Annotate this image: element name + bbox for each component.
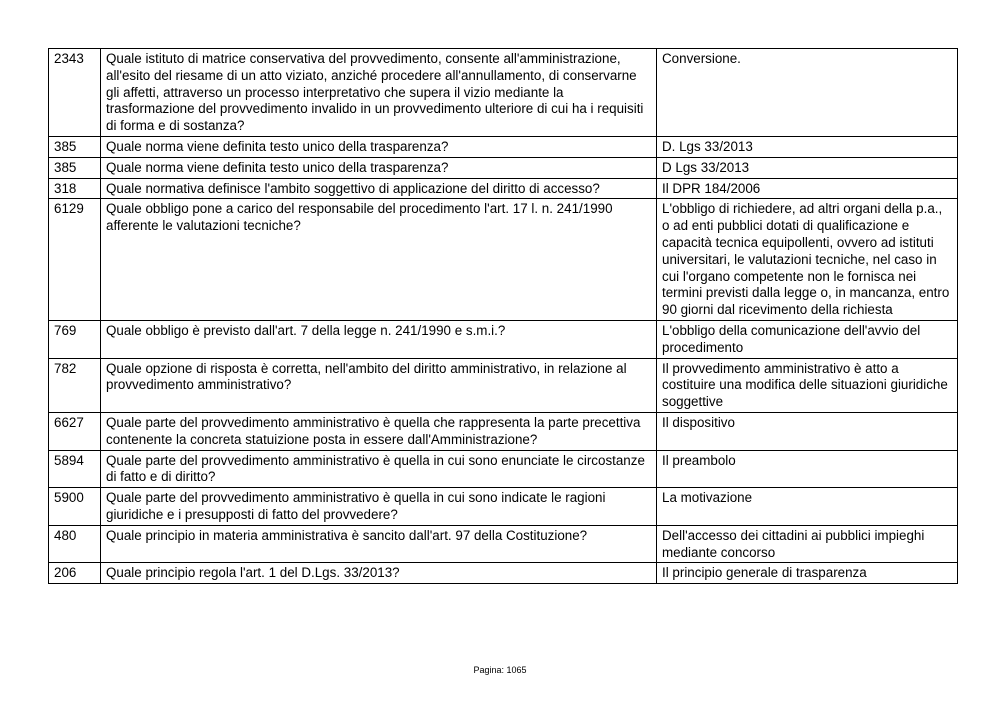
question-cell: Quale norma viene definita testo unico della trasparenza? — [101, 157, 657, 178]
answer-cell: Conversione. — [657, 49, 958, 137]
table-row — [49, 199, 958, 321]
question-cell: Quale istituto di matrice conservativa del provvedimento, consente all'amministrazione, all'esito del riesame di un atto viziato, anziché procedere all'annullamento, di conservarne gli affetti, attraverso un processo interpretativo che supera il vizio mediante la trasformazione del provvedimento invalido in un provvedimento ulteriore di cui ha i requisiti di forma e di sostanza? — [101, 49, 657, 137]
table-row — [49, 488, 958, 526]
answer-cell: D Lgs 33/2013 — [657, 157, 958, 178]
question-cell: Quale obbligo è previsto dall'art. 7 della legge n. 241/1990 e s.m.i.? — [101, 320, 657, 358]
answer-cell: Dell'accesso dei cittadini ai pubblici impieghi mediante concorso — [657, 525, 958, 563]
answer-cell: D. Lgs 33/2013 — [657, 136, 958, 157]
row-id-cell: 206 — [49, 563, 101, 584]
answer-cell: Il dispositivo — [657, 412, 958, 450]
table-row — [49, 178, 958, 199]
row-id-cell: 782 — [49, 358, 101, 412]
table-row — [49, 157, 958, 178]
row-id-cell: 2343 — [49, 49, 101, 137]
answer-cell: Il principio generale di trasparenza — [657, 563, 958, 584]
table-row — [49, 412, 958, 450]
question-cell: Quale parte del provvedimento amministrativo è quella in cui sono enunciate le circostanze di fatto e di diritto? — [101, 450, 657, 488]
qa-table — [48, 48, 958, 584]
question-cell: Quale obbligo pone a carico del responsabile del procedimento l'art. 17 l. n. 241/1990 afferente le valutazioni tecniche? — [101, 199, 657, 321]
answer-cell: L'obbligo di richiedere, ad altri organi della p.a., o ad enti pubblici dotati di qualificazione e capacità tecnica equipollenti, ovvero ad istituti universitari, le valutazioni tecniche, nel caso in cui l'organo competente non le fornisca nei termini previsti dalla legge o, in mancanza, entro 90 giorni dal ricevimento della richiesta — [657, 199, 958, 321]
answer-cell: Il provvedimento amministrativo è atto a costituire una modifica delle situazioni giuridiche soggettive — [657, 358, 958, 412]
question-cell: Quale principio regola l'art. 1 del D.Lgs. 33/2013? — [101, 563, 657, 584]
table-row — [49, 563, 958, 584]
answer-cell: Il preambolo — [657, 450, 958, 488]
answer-cell: L'obbligo della comunicazione dell'avvio del procedimento — [657, 320, 958, 358]
row-id-cell: 6129 — [49, 199, 101, 321]
answer-cell: La motivazione — [657, 488, 958, 526]
question-cell: Quale parte del provvedimento amministrativo è quella in cui sono indicate le ragioni giuridiche e i presupposti di fatto del provvedere? — [101, 488, 657, 526]
qa-table-body — [49, 49, 958, 584]
question-cell: Quale parte del provvedimento amministrativo è quella che rappresenta la parte precettiva contenente la concreta statuizione posta in essere dall'Amministrazione? — [101, 412, 657, 450]
row-id-cell: 385 — [49, 136, 101, 157]
row-id-cell: 5894 — [49, 450, 101, 488]
row-id-cell: 385 — [49, 157, 101, 178]
row-id-cell: 318 — [49, 178, 101, 199]
row-id-cell: 480 — [49, 525, 101, 563]
table-row — [49, 358, 958, 412]
page-number: Pagina: 1065 — [473, 665, 527, 675]
row-id-cell: 5900 — [49, 488, 101, 526]
question-cell: Quale principio in materia amministrativa è sancito dall'art. 97 della Costituzione? — [101, 525, 657, 563]
table-row — [49, 525, 958, 563]
row-id-cell: 6627 — [49, 412, 101, 450]
table-row — [49, 136, 958, 157]
table-row — [49, 450, 958, 488]
row-id-cell: 769 — [49, 320, 101, 358]
table-row — [49, 49, 958, 137]
question-cell: Quale normativa definisce l'ambito soggettivo di applicazione del diritto di accesso? — [101, 178, 657, 199]
question-cell: Quale opzione di risposta è corretta, nell'ambito del diritto amministrativo, in relazione al provvedimento amministrativo? — [101, 358, 657, 412]
answer-cell: Il DPR 184/2006 — [657, 178, 958, 199]
question-cell: Quale norma viene definita testo unico della trasparenza? — [101, 136, 657, 157]
table-row — [49, 320, 958, 358]
